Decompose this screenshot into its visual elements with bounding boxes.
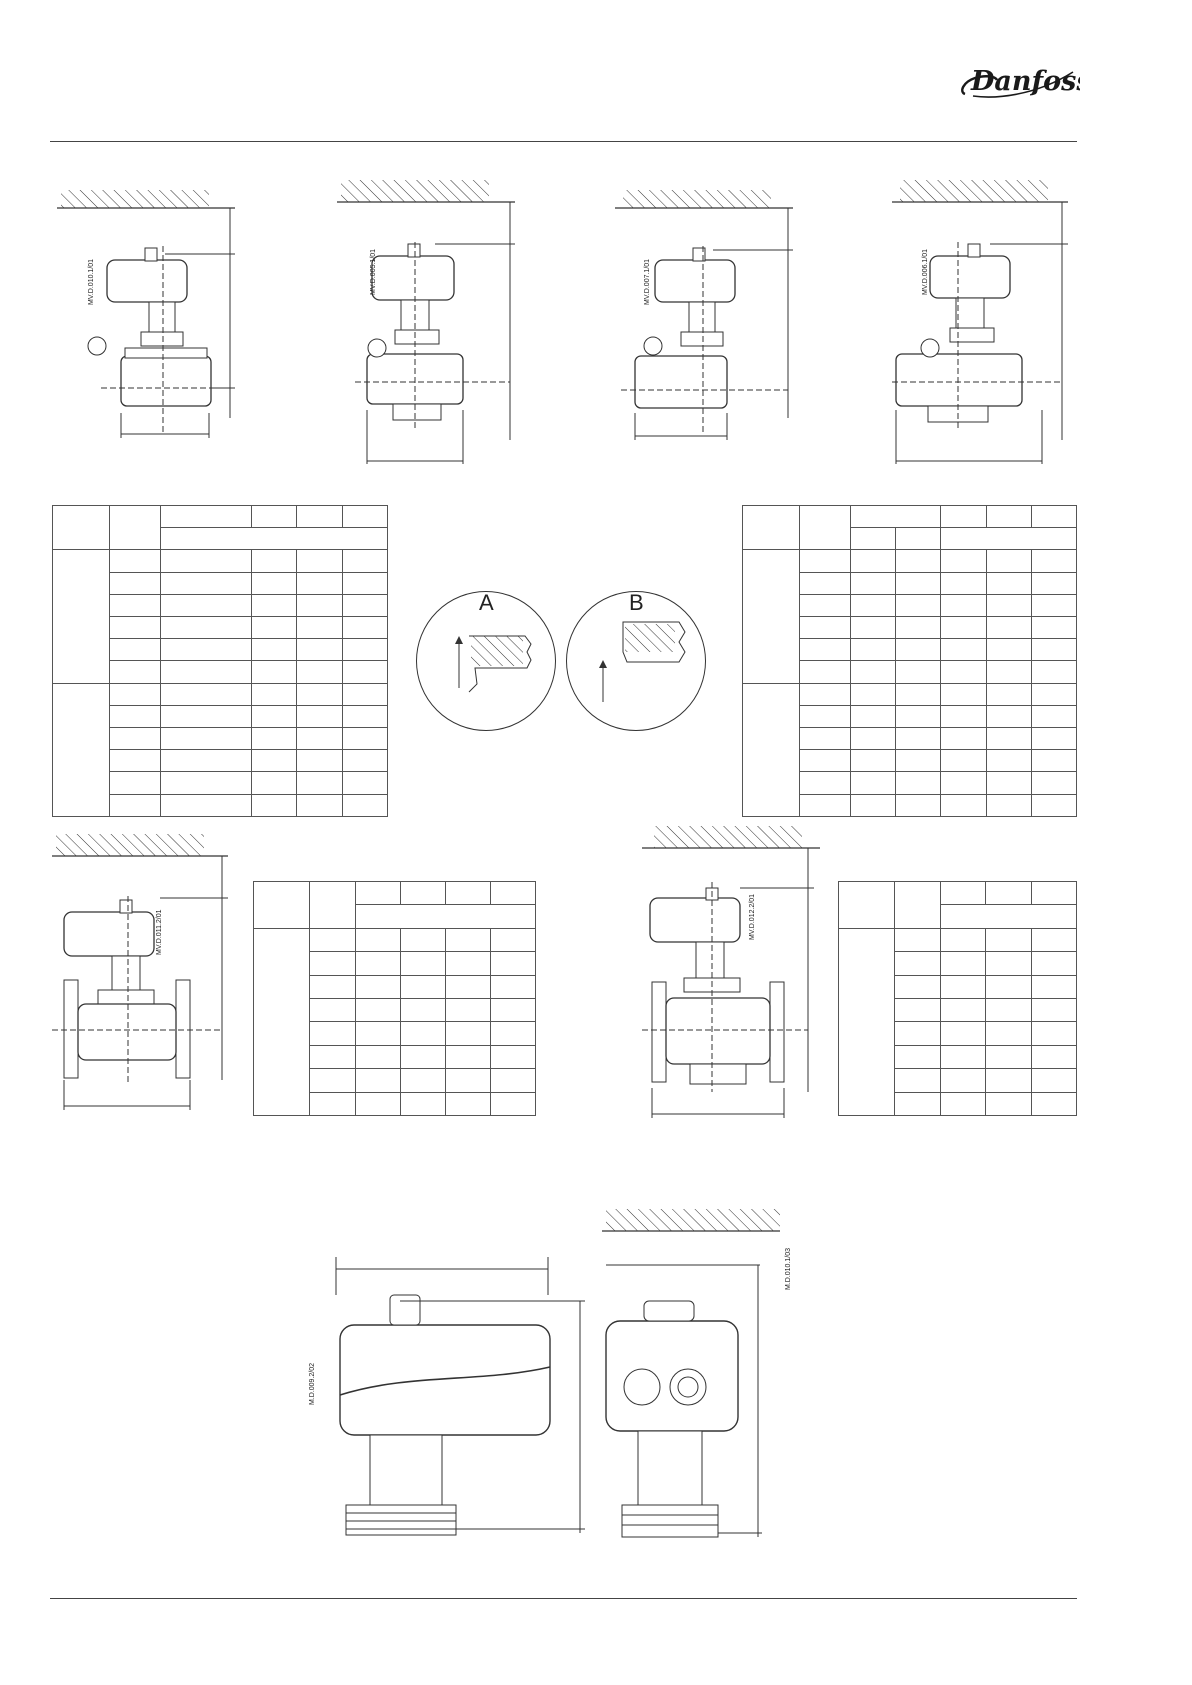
detail-callout-b (566, 591, 706, 731)
actuator-side-view (330, 1255, 600, 1545)
valve-drawing-2 (335, 178, 545, 468)
header-rule (50, 141, 1077, 142)
detail-callout-a (416, 591, 556, 731)
valve-drawing-4 (890, 178, 1080, 468)
valve-drawing-3 (613, 188, 813, 458)
drawing-code-5: MV.D.011.2/01 (156, 909, 163, 955)
dimension-table-1 (52, 505, 388, 817)
valve-drawing-5 (50, 830, 235, 1115)
drawing-code-6: MV.D.012.2/01 (749, 893, 756, 940)
logo-wordmark: Danfoss (971, 66, 1080, 97)
callout-label-a: A (479, 590, 494, 615)
footer-rule (50, 1598, 1077, 1599)
drawing-code-3: MV.D.007.1/01 (644, 258, 651, 305)
dimension-table-4 (838, 881, 1077, 1116)
drawing-code-2: MV.D.005.1/01 (370, 248, 377, 295)
drawing-code-4: MV.D.006.1/01 (922, 248, 929, 295)
dimension-table-2 (742, 505, 1077, 817)
actuator-front-view (600, 1205, 780, 1545)
valve-drawing-1 (55, 188, 265, 458)
dimension-table-3 (253, 881, 536, 1116)
danfoss-logo (955, 52, 1080, 104)
valve-drawing-6 (640, 822, 825, 1122)
drawing-code-actuator-side: M.D.009.2/02 (309, 1362, 316, 1405)
drawing-code-actuator-front: M.D.010.1/03 (785, 1247, 792, 1290)
callout-label-b: B (629, 590, 644, 615)
drawing-code-1: MV.D.010.1/01 (88, 258, 95, 305)
